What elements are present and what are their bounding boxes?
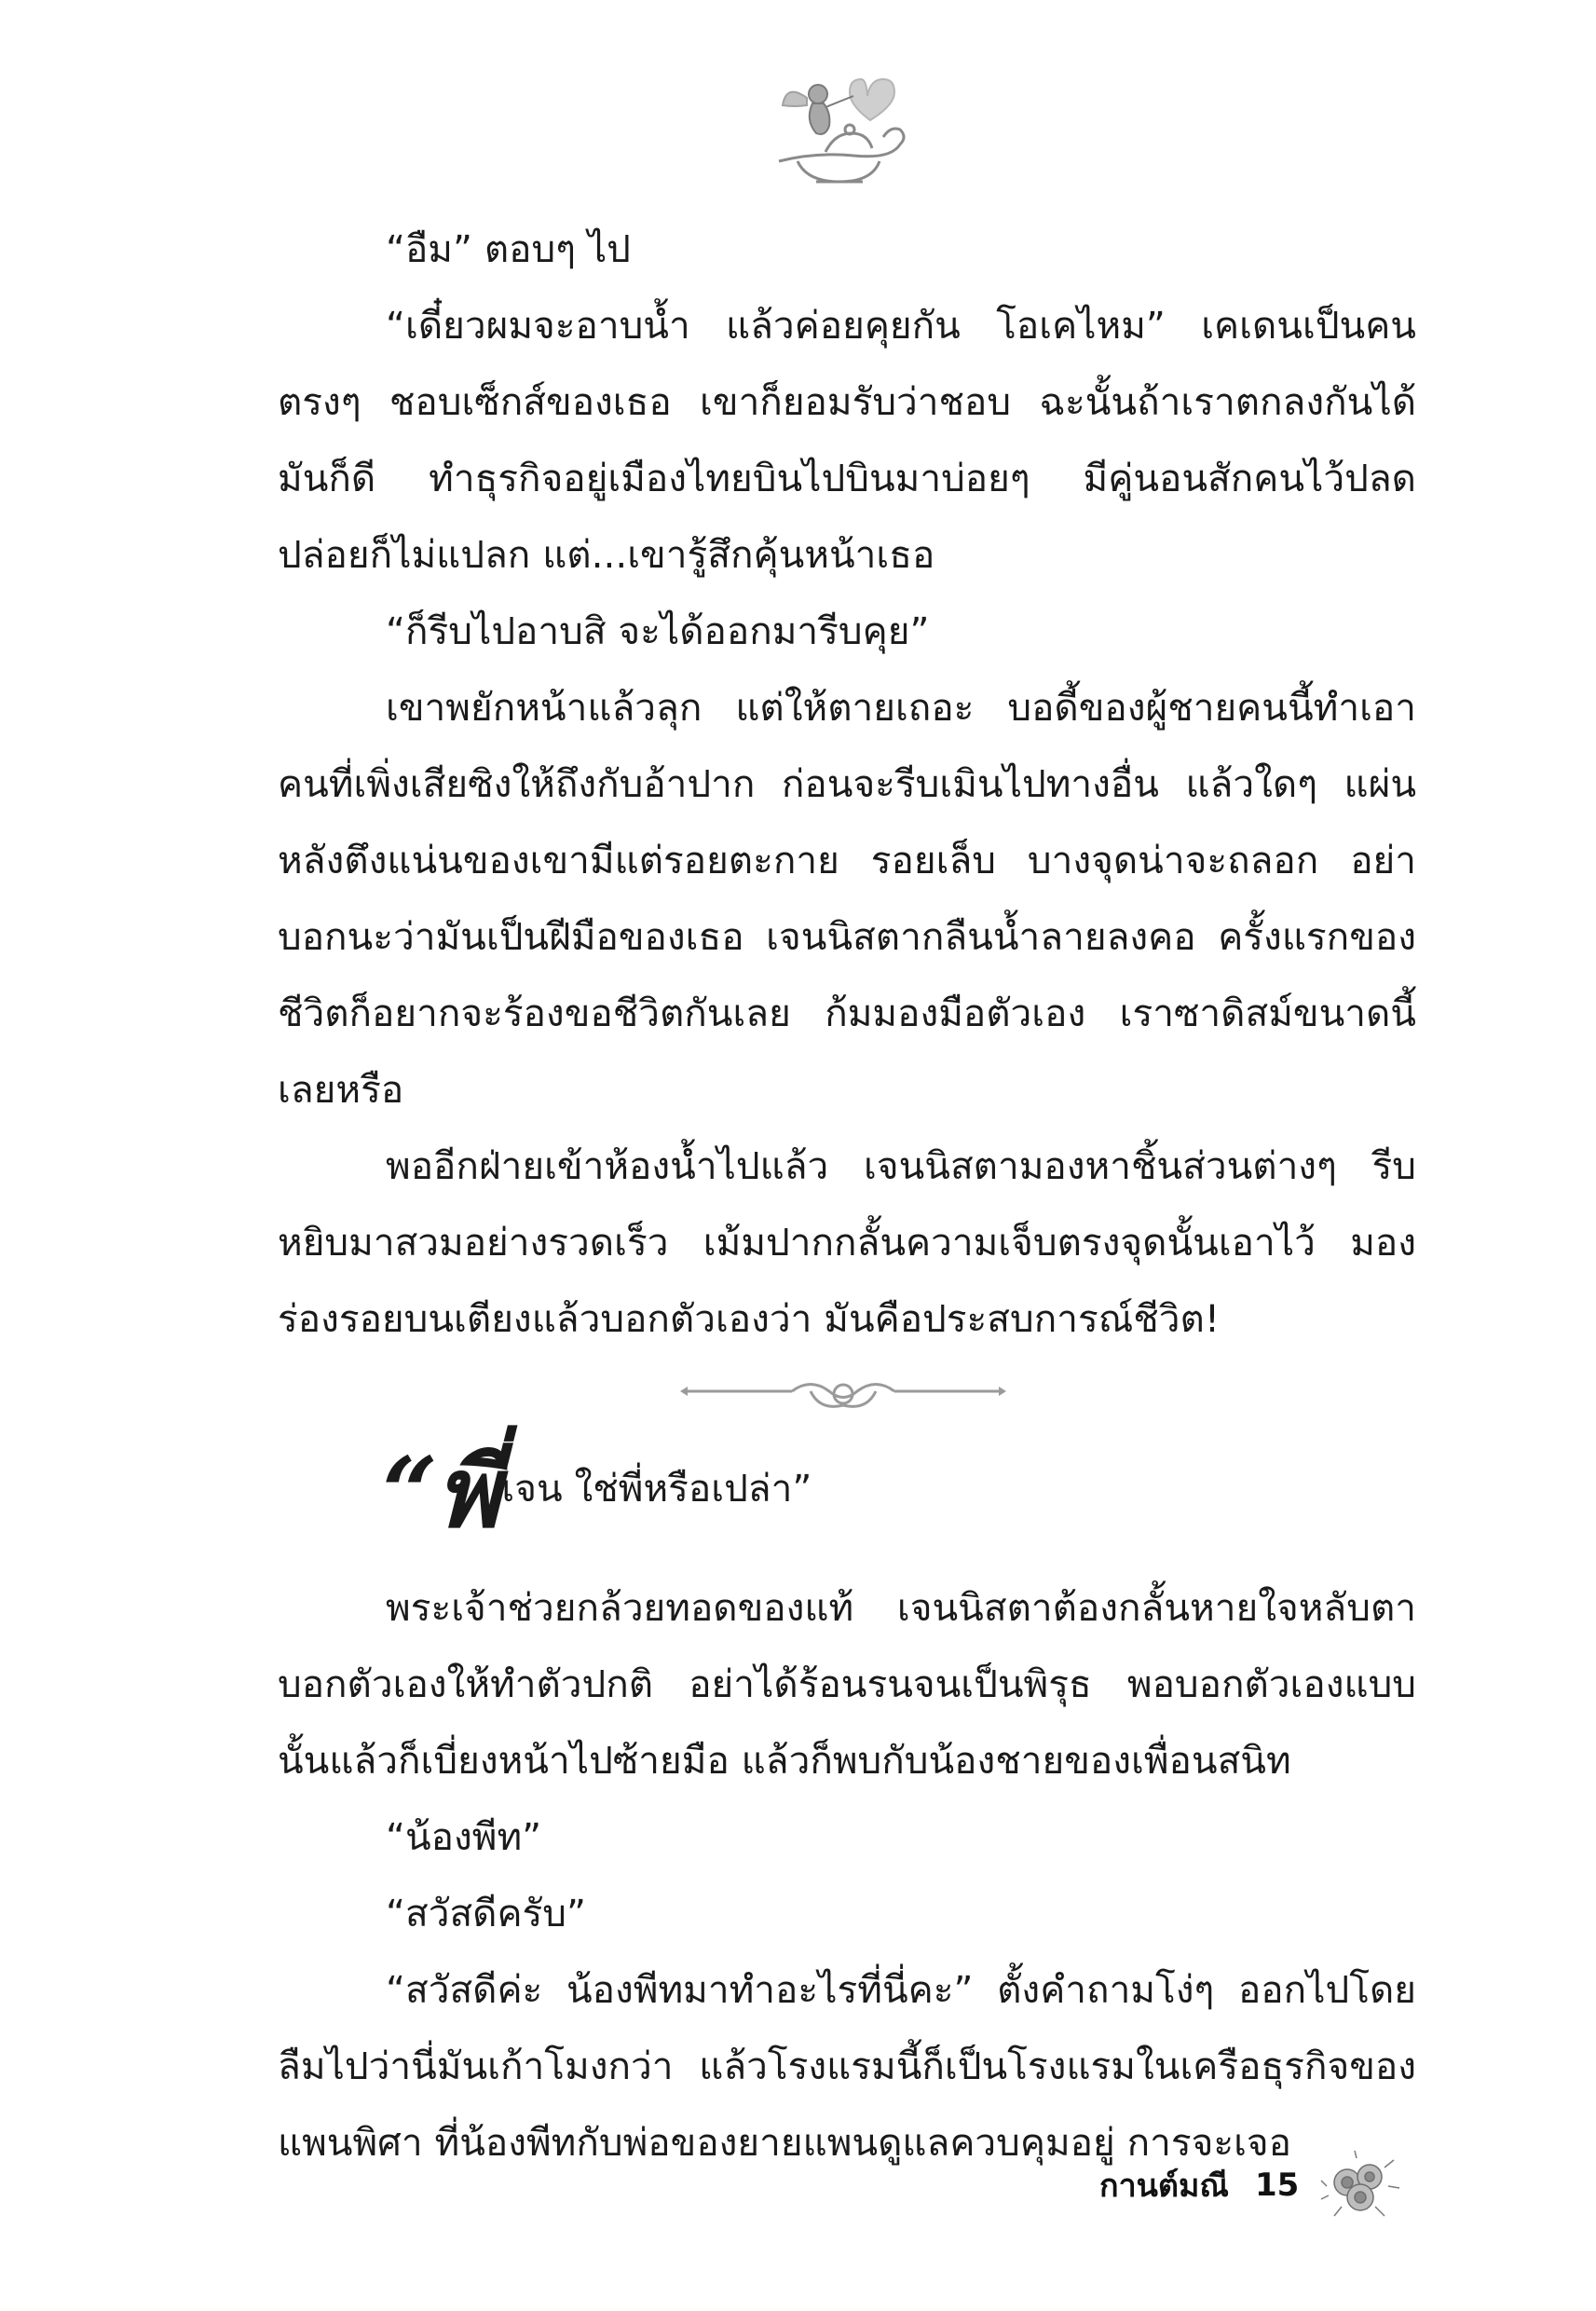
paragraph: “เดี๋ยวผมจะอาบน้ำ แล้วค่อยคุยกัน โอเคไหม” เคเดนเป็นคนตรงๆ ชอบเซ็กส์ของเธอ เขาก็ยอมรับว่าชอบ ฉะนั้นถ้าเราตกลงกันได้มันก็ดี ทำธุรกิจอยู่เมืองไทยบินไปบินมาบ่อยๆ มีคู่นอนสักคนไว้ปลดปล่อยก็ไม่แปลก แต่...เขารู้สึกคุ้นหน้าเธอ bbox=[278, 303, 1416, 577]
body-text-bottom bbox=[278, 1569, 1416, 2181]
body-text-top bbox=[278, 211, 1416, 1357]
paragraph: “ก็รีบไปอาบสิ จะได้ออกมารีบคุย” bbox=[386, 609, 930, 653]
drop-cap-line-text: เจน ใช่พี่หรือเปล่า” bbox=[501, 1466, 812, 1511]
footer-author: กานต์มณี bbox=[1099, 2167, 1229, 2205]
page-number: 15 bbox=[1254, 2167, 1300, 2204]
section-divider-ornament-icon bbox=[680, 1359, 1006, 1424]
paragraph: “สวัสดีครับ” bbox=[386, 1891, 586, 1935]
paragraph: พระเจ้าช่วยกล้วยทอดของแท้ เจนนิสตาต้องกลั้นหายใจหลับตาบอกตัวเองให้ทำตัวปกติ อย่าได้ร้อนรนจนเป็นพิรุธ พอบอกตัวเองแบบนั้นแล้วก็เบี่ยงหน้าไปซ้ายมือ แล้วก็พบกับน้องชายของเพื่อนสนิท bbox=[278, 1585, 1416, 1783]
paragraph: “สวัสดีค่ะ น้องพีทมาทำอะไรที่นี่คะ” ตั้งคำถามโง่ๆ ออกไปโดยลืมไปว่านี่มันเก้าโมงกว่า แล้วโรงแรมนี้ก็เป็นโรงแรมในเครือธุรกิจของแพนพิศา ที่น้องพีทกับพ่อของยายแพนดูแลควบคุมอยู่ การจะเจอ bbox=[278, 1967, 1416, 2165]
drop-cap: “พี่ bbox=[382, 1435, 498, 1550]
paragraph: เขาพยักหน้าแล้วลุก แต่ให้ตายเถอะ บอดี้ของผู้ชายคนนี้ทำเอาคนที่เพิ่งเสียซิงให้ถึงกับอ้าปาก ก่อนจะรีบเมินไปทางอื่น แล้วใดๆ แผ่นหลังตึงแน่นของเขามีแต่รอยตะกาย รอยเล็บ บางจุดน่าจะถลอก อย่าบอกนะว่ามันเป็นฝีมือของเธอ เจนนิสตากลืนน้ำลายลงคอ ครั้งแรกของชีวิตก็อยากจะร้องขอชีวิตกันเลย ก้มมองมือตัวเอง เราซาดิสม์ขนาดนี้เลยหรือ bbox=[278, 685, 1416, 1112]
paragraph: “น้องพีท” bbox=[386, 1814, 542, 1859]
drop-cap-line bbox=[382, 1420, 812, 1550]
cupid-lamp-ornament-icon bbox=[760, 51, 914, 191]
page-footer bbox=[1099, 2143, 1416, 2227]
paragraph: พออีกฝ่ายเข้าห้องน้ำไปแล้ว เจนนิสตามองหาชิ้นส่วนต่างๆ รีบหยิบมาสวมอย่างรวดเร็ว เม้มปากกลั้นความเจ็บตรงจุดนั้นเอาไว้ มองร่องรอยบนเตียงแล้วบอกตัวเองว่า มันคือประสบการณ์ชีวิต! bbox=[278, 1143, 1416, 1341]
flower-ornament-icon bbox=[1319, 2149, 1401, 2222]
paragraph: “อืม” ตอบๆ ไป bbox=[386, 226, 631, 271]
